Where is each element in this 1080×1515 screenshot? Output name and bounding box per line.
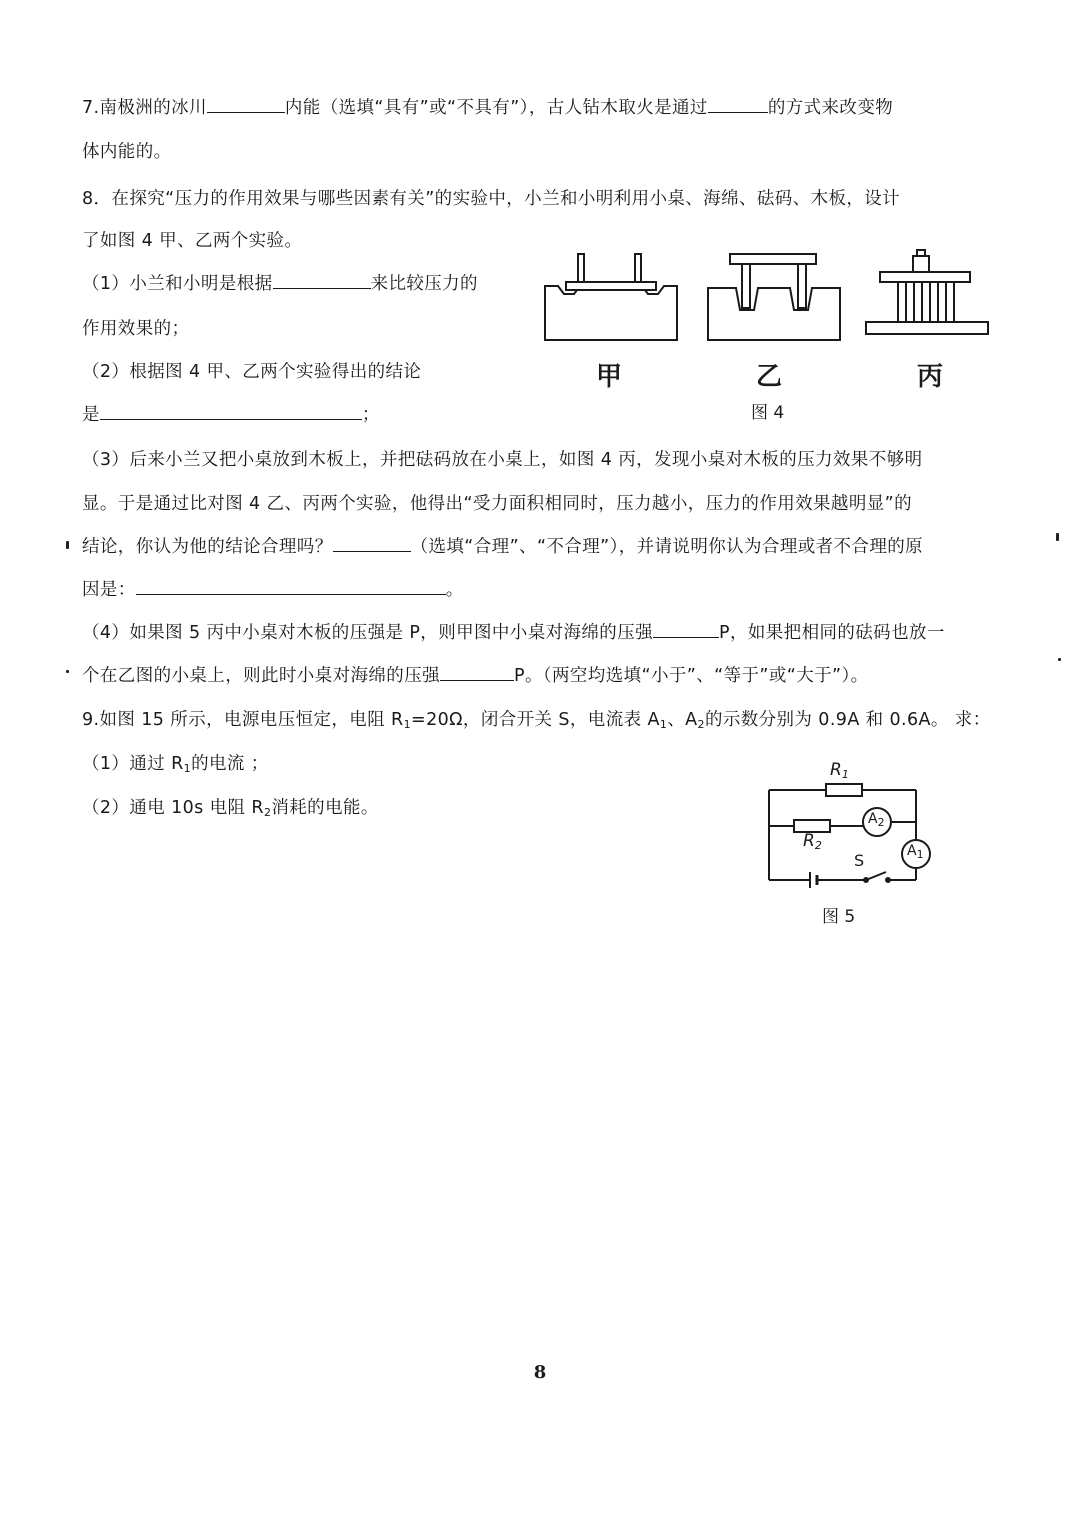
q8-intro-1: 8．在探究“压力的作用效果与哪些因素有关”的实验中，小兰和小明利用小桌、海绵、砝码、木板，设计 [82, 189, 901, 209]
q8-part1-line1 [82, 272, 478, 296]
q8-part3-line1: （3）后来小兰又把小桌放到木板上，并把砝码放在小桌上，如图 4 丙，发现小桌对木板的压力效果不够明 [82, 450, 923, 470]
q8-p3-text-c: 结论，你认为他的结论合理吗？ [82, 537, 333, 557]
fig4-label-yi: 乙 [756, 362, 783, 392]
fig5-label-a1 [907, 843, 924, 861]
q7-text-c: 的方式来改变物 [767, 98, 894, 118]
q9-s2-text-a: （2）通电 10s 电阻 R [82, 798, 264, 818]
fig4-label-jia: 甲 [596, 362, 623, 392]
q8-intro-2: 了如图 4 甲、乙两个实验。 [82, 231, 303, 251]
q8-p4-blank-1[interactable] [653, 621, 719, 638]
fig5-label-s: S [854, 851, 865, 870]
q9-text-3: 、A [667, 710, 698, 730]
fig5-r2-text: R [803, 831, 815, 851]
q8-p3-text-e: 因是： [82, 580, 136, 600]
scan-mark [66, 541, 69, 549]
q8-p2-text-c: ； [361, 405, 380, 425]
q9-s1-sub: 1 [183, 762, 192, 775]
switch-s [866, 872, 886, 880]
q8-part2-line1: （2）根据图 4 甲、乙两个实验得出的结论 [82, 362, 422, 382]
q9-s1-text-a: （1）通过 R [82, 754, 184, 774]
q9-sub-question-1 [82, 752, 269, 781]
fig4-bing [866, 250, 988, 334]
q8-part3-line4 [82, 578, 464, 602]
fig5-r1-sub: 1 [841, 768, 849, 781]
q8-p1-text-b: 来比较压力的 [370, 274, 478, 294]
q8-p4-text-a: （4）如果图 5 丙中小桌对木板的压强是 P，则甲图中小桌对海绵的压强 [82, 623, 654, 643]
q8-p2-text-b: 是 [82, 405, 100, 425]
q9-text-1: 9.如图 15 所示，电源电压恒定，电阻 R [82, 710, 404, 730]
q9-sub-2: 1 [659, 718, 668, 731]
q8-p4-text-c: 个在乙图的小桌上，则此时小桌对海绵的压强 [82, 666, 440, 686]
fig5-label-r1 [830, 760, 849, 781]
page-number: 8 [533, 1362, 547, 1383]
q8-p4-text-b: P，如果把相同的砝码也放一 [719, 623, 945, 643]
q7-text-b: 内能（选填“具有”或“不具有”），古人钻木取火是通过 [284, 98, 708, 118]
q8-p4-text-d: P。（两空均选填“小于”、“等于”或“大于”）。 [514, 666, 869, 686]
q8-p1-blank[interactable] [273, 272, 371, 289]
q8-p3-blank-2[interactable] [136, 578, 446, 595]
q8-part3-line2: 显。于是通过比对图 4 乙、丙两个实验，他得出“受力面积相同时，压力越小，压力的作用效果越明显”的 [82, 494, 912, 514]
fig5-label-a2 [868, 811, 885, 829]
resistor-r1 [826, 784, 862, 796]
q9-stem [82, 708, 991, 737]
fig4-label-bing: 丙 [917, 362, 944, 392]
fig5-a1-text: A [907, 843, 917, 859]
fig4-jia [545, 254, 677, 340]
fig5-r2-sub: 2 [814, 839, 822, 852]
q7-line-2: 体内能的。 [82, 142, 172, 162]
q8-p3-text-f: 。 [445, 580, 464, 600]
q8-part1-line2: 作用效果的； [82, 319, 190, 339]
q7-blank-1[interactable] [207, 96, 285, 113]
q9-text-4: 的示数分别为 0.9A 和 0.6A。 求： [704, 710, 991, 730]
fig5-label-r2 [803, 831, 822, 852]
q8-part4-line1 [82, 621, 945, 645]
fig4-caption: 图 4 [751, 403, 785, 423]
fig5-a1-sub: 1 [916, 848, 924, 861]
figure-5-circuit [760, 756, 950, 892]
q9-sub-3: 2 [697, 718, 705, 731]
scan-mark [1058, 658, 1061, 661]
q8-p4-blank-2[interactable] [440, 664, 514, 681]
q8-p3-text-d: （选填“合理”、“不合理”），并请说明你认为合理或者不合理的原 [410, 537, 924, 557]
q9-sub-1: 1 [403, 718, 412, 731]
q7-blank-2[interactable] [708, 96, 768, 113]
figure-4-diagram [540, 248, 990, 348]
q8-p2-blank[interactable] [100, 403, 362, 420]
fig4-yi [708, 254, 840, 340]
q9-text-2: =20Ω，闭合开关 S，电流表 A [411, 710, 660, 730]
q9-sub-question-2 [82, 796, 379, 825]
q8-part4-line2 [82, 664, 869, 688]
q8-part3-line3 [82, 535, 923, 559]
q8-part2-line2 [82, 403, 380, 427]
q7-line-1 [82, 96, 893, 120]
q9-s2-sub: 2 [263, 806, 272, 819]
q9-s1-text-b: 的电流 ； [191, 754, 269, 774]
q8-p3-blank-1[interactable] [333, 535, 411, 552]
q7-text-a: 7.南极洲的冰川 [82, 98, 207, 118]
scan-mark [66, 670, 69, 673]
fig5-a2-text: A [868, 811, 878, 827]
scan-mark [1056, 533, 1059, 541]
fig5-a2-sub: 2 [877, 816, 885, 829]
fig5-caption: 图 5 [822, 907, 856, 927]
fig5-r1-text: R [830, 760, 842, 780]
q9-s2-text-b: 消耗的电能。 [271, 798, 379, 818]
q8-p1-text-a: （1）小兰和小明是根据 [82, 274, 273, 294]
